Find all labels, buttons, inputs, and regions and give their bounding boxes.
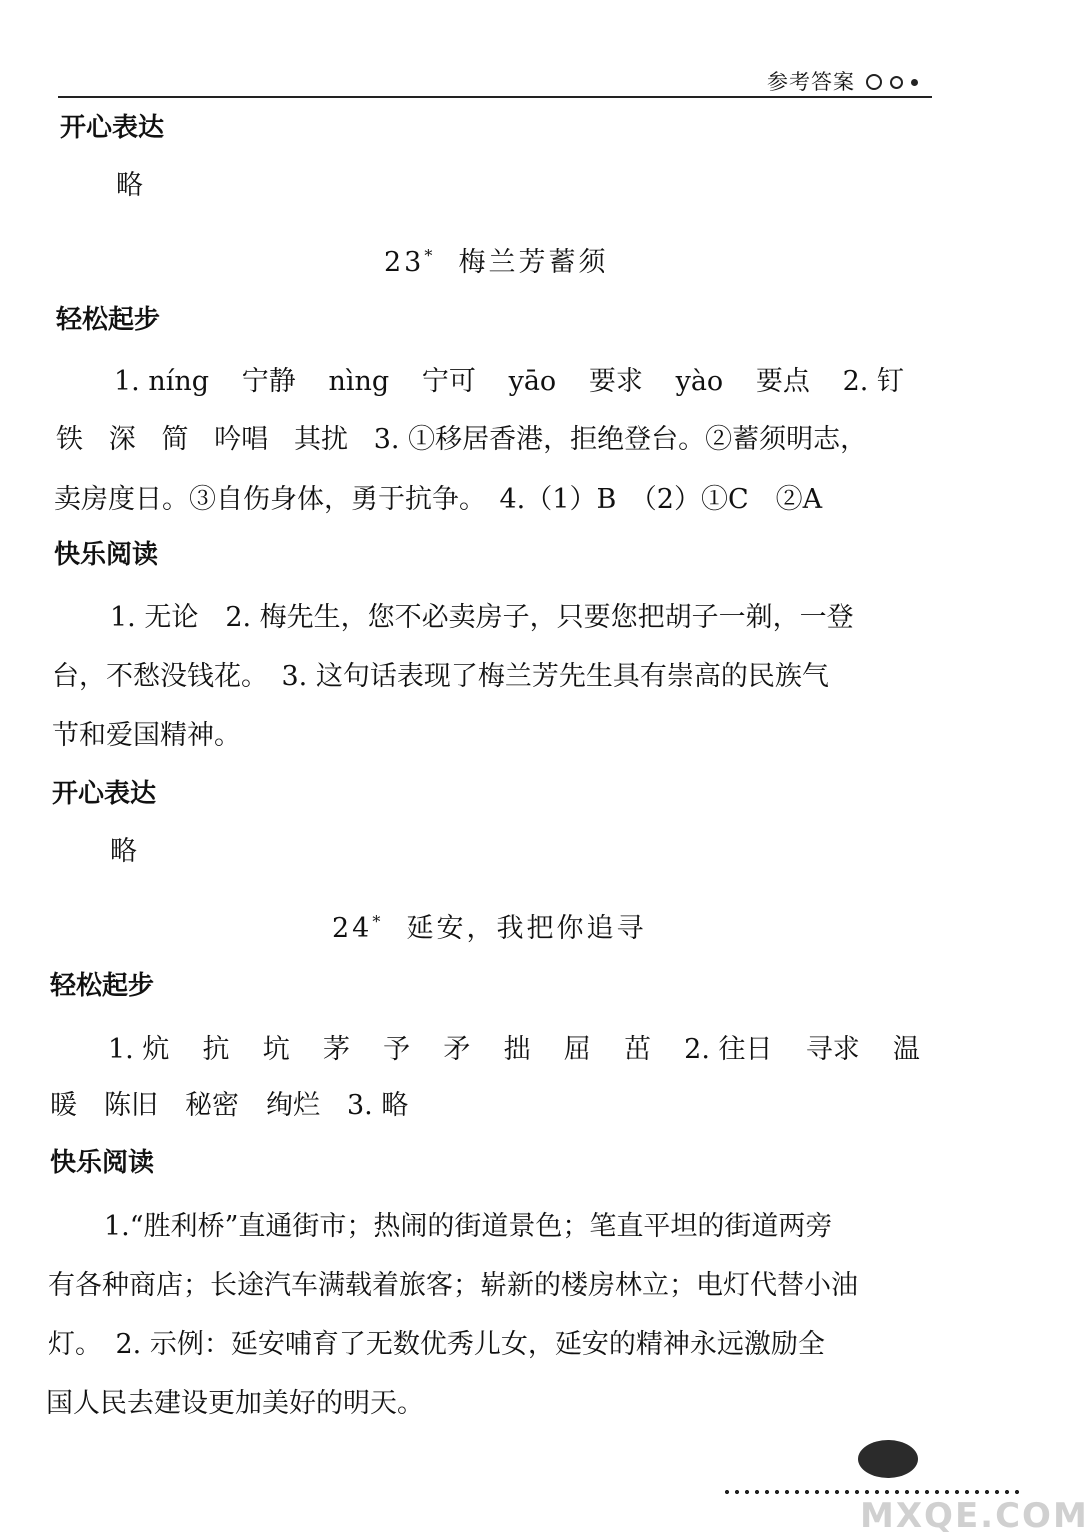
header-label: 参考答案 <box>767 70 855 94</box>
paragraph-line: 1. 炕 抗 坑 茅 予 矛 拙 屈 茁 2. 往日 寻求 温 <box>108 1034 920 1065</box>
paragraph-line: 节和爱国精神。 <box>52 720 241 751</box>
answer-text: 略 <box>110 836 137 867</box>
paragraph-line: 暖 陈旧 秘密 绚烂 3. 略 <box>50 1090 409 1121</box>
section-heading: 快乐阅读 <box>54 540 159 570</box>
lesson-title: 23* 梅兰芳蓄须 <box>384 246 609 278</box>
paragraph-line: 有各种商店；长途汽车满载着旅客；崭新的楼房林立；电灯代替小油 <box>48 1270 858 1301</box>
paragraph-line: 1. 无论 2. 梅先生，您不必卖房子，只要您把胡子一剃，一登 <box>110 602 854 633</box>
section-heading: 快乐阅读 <box>50 1148 155 1178</box>
paragraph-line: 铁 深 简 吟唱 其扰 3. ①移居香港，拒绝登台。②蓄须明志， <box>56 424 868 455</box>
watermark: MXQE.COM <box>860 1496 1089 1536</box>
paragraph-line: 1.“胜利桥”直通街市；热闹的街道景色；笔直平坦的街道两旁 <box>104 1211 833 1242</box>
section-heading: 轻松起步 <box>56 305 161 335</box>
paragraph-line: 国人民去建设更加美好的明天。 <box>46 1388 424 1419</box>
footer-dotted-rule <box>722 1490 1022 1494</box>
paragraph-line: 1. níng 宁静 nìng 宁可 yāo 要求 yào 要点 2. 钉 <box>114 366 904 397</box>
header-dots-icon <box>866 74 918 90</box>
page-number-badge-icon <box>858 1440 918 1478</box>
header-rule <box>58 96 932 98</box>
lesson-title: 24* 延安，我把你追寻 <box>332 912 647 944</box>
section-heading: 轻松起步 <box>50 971 155 1001</box>
section-heading: 开心表达 <box>60 113 165 143</box>
section-heading: 开心表达 <box>52 779 157 809</box>
paragraph-line: 台，不愁没钱花。 3. 这句话表现了梅兰芳先生具有崇高的民族气 <box>52 661 829 692</box>
paragraph-line: 卖房度日。③自伤身体，勇于抗争。 4.（1）B （2）①C ②A <box>54 484 823 515</box>
paragraph-line: 灯。 2. 示例：延安哺育了无数优秀儿女，延安的精神永远激励全 <box>48 1329 825 1360</box>
answer-text: 略 <box>116 170 143 201</box>
